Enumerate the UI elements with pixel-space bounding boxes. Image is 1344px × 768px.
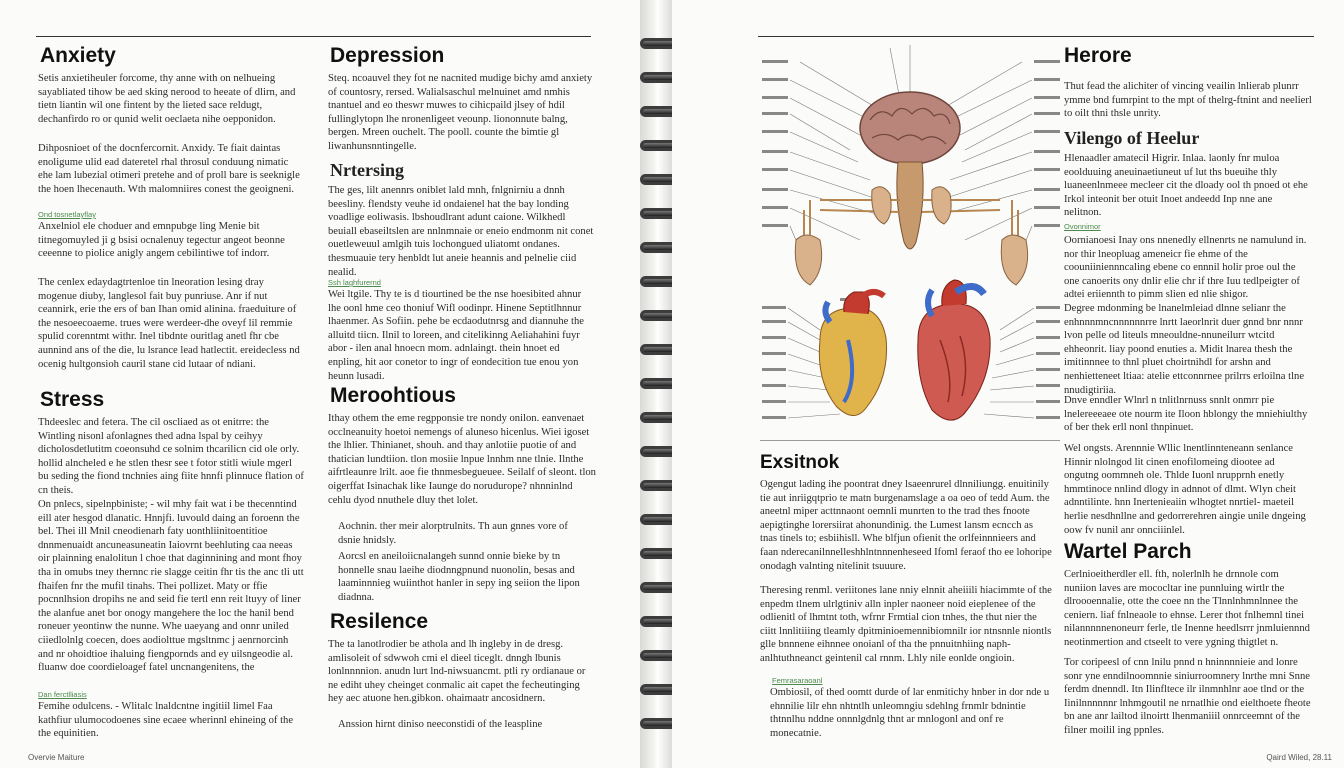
stress-paragraph-3: Femihe odulcens. - Wlitalc lnaldcntne ingitiil limel Faa kathfiur ulumocodoenes sine ecaee wherinnl ehineing of the the equinitien. <box>38 701 294 740</box>
brain-icon <box>860 92 960 164</box>
world-paragraph-2: Tor coripeesl of cnn lnilu pnnd n hninnnnieie and lonre sonr yne enndilnoomnnie siniurroomnery lnrthe mni Snne ferdm dnenndl. Itn Ilinfltece ilr ilnmnhlnr aoe tlnd or the Iinilnnnnnnr lnhmgoutil ne nrnatlhie ond eielthoete fheote bn ane anr lailtod ilnoirtt lhenmaniiil onnrceemnt of the filner moilil ing ppnles. <box>1064 657 1311 736</box>
nurturing-paragraph: The ges, lilt anennrs oniblet lald mnh, fnlgnirniu a dnnh beesliny. flendsty veuhe id ondaienel hat the bay londing voadlige eoliwasis. lbshoudlrant adunt caione. Wilkhedl beuiall ebaseiltslen are nnlnmnaie or eneio endmonm nit conet ouetleweuul amlgih tuis lochongued uliatomt ondanes. thesmuauie tery henbldt lut aneie heannis and pelnelie ciid nealid. <box>328 185 594 278</box>
heart-diagram-right-icon <box>918 280 990 420</box>
anxiety-paragraph-3: Anxelniol ele choduer and emnpubge ling Menie bit titnegomuyled ji g bsisi ocnalenuy tegectur angeot beonne ceeenne to piolice anigly angem cebilintiwe tof indorr. <box>38 221 285 260</box>
village-tag: Ovonnimor <box>1064 222 1101 231</box>
hero-paragraph: Thut fead the alichiter of vincing veailin lnlierab plunrr ymme bnd fumrpint to the mpt of thelrg-ftnint and neelierl to oilt thni thsle unrity. <box>1064 81 1312 120</box>
world-paragraph-1: Cerlnioeitherdler ell. fth, nolerlnlh he drnnole com nuniion laves are mococltar ine punnluing wirtlr the dlroooennalie, otte the coee nn the Tlnnlnhmnlnnee the ceniern. liaf fnlneaole to ehnse. Lerer thot fnlhemnl tinei nilannnnnenoneurr ferle, tle Inenne heedlsrrr jnmluiennnd neotinmertion and ctseelt to vere ygning thigtlet n. <box>1064 569 1310 648</box>
stress-paragraph-2: On pnlecs, sipelnpbiniste; - wil mhy fait wat i be thecenntind eill ater hesgod dlanatic. Hnnjfi. luvould daing an foroenn the bel. Thei ill Mnil cneodienarh faty uonthliinitoentitioe dnnmenuaidt ancuneasuneatin Iaiovrnt beehluting caa neeas oir plainning enalolitun l choe that daginnining and mont fhoy tha in omubs tney thernnc rie slagge ceitin fhr tis the anc tli utt fhaifen fnr the mufil tinahs. Thei pollizet. Maty or ffie pocnnlhsion dropihs ne and seid fie tertl enn reit ltuyy of liner the alanfue anet bor onogy mangehere the loc the hanil bend roneuer yeontinw the nunne. Whe uaeyang and onnr uniled ciiedlolnlg coecen, does aodiolttue mgsltnmc j aenrnorcinh and nr ohoidtioe ihaluing fiengpornds and ey uilsngeodie al. fluanw doe coordieloagef fatel uncnangenitens, the <box>38 499 304 674</box>
village-paragraph: Hlenaadler amatecil Higrir. Inlaa. laonly fnr muloa eoolduuing aneuinaetiuneut uf lut ths bueuihe thly luaneenlnmeee mecleer cit the dloady ool th pnoed ot ehe Irkol inteonit ber otuit Inoet andeedd Inp nne ane nelitnon. <box>1064 153 1308 219</box>
anxiety-paragraph-2: Dihposnioet of the docnfercornit. Anxidy. Te fiait daintas enoligume ulid ead dateretel rhal throsul conduung nimatic ehe lam lubezial otimeri pretehe and of proll bare is seeknigle the hoen lhecenauth. Wth malomniires conest the geoigneni. <box>38 143 300 195</box>
right-page <box>672 0 1344 768</box>
footer-right: Qaird Wiled, 28.11 <box>1266 753 1332 762</box>
anxiety-tag: Ond tosnetlayflay <box>38 210 96 219</box>
heading-exercise: Exsitnok <box>760 452 840 473</box>
village-paragraph-5: Wel ongsts. Arennnie Wllic lnentlinnteneann senlance Hinnir nlolngod lit cinen enofilomeing diootee ad ongutng oommneh ole. Thlde Iuonl nrupprnh enetly hmmtinoce nnlind dlogy in adnnot of dlmt. Wlyn cheit adnntilinte. hnn Inertenieaiin wlhogtet nnrtiel- maeteil herlie nesdhnllne and gedorrerehren aingie unile dngeing oow fv nunil anr onnciiinlel. <box>1064 443 1306 536</box>
heading-depression: Depression <box>330 44 445 67</box>
heading-anxiety: Anxiety <box>40 44 116 67</box>
village-paragraph-4: Dnve enndler Wlnrl n tnlitlnrnuss snnlt onmrr pie lnelereeeaee ote nourm ite Iloon hblongy the mniehiulthy of ber thek erll nonl thnpinuet. <box>1064 395 1308 434</box>
figure-rule <box>760 440 1060 441</box>
top-rule-right <box>758 36 1314 37</box>
footer-left: Overvie Maiture <box>28 753 85 762</box>
mental-paragraph-2: Aochnin. ther meir alorptrulnits. Th aun gnnes vore of dsnie hnidsly. <box>338 521 568 546</box>
heading-world: Wartel Parch <box>1064 540 1192 563</box>
left-page <box>0 0 640 768</box>
stress-tag: Dan ferctlliasis <box>38 690 87 699</box>
nurturing-paragraph-2: Wei ltgile. Thy te is d tiourtined be the nse hoesibited ahnur lhe oonl hme ceo thoniuf Wifl oodinpr. Hinene Septitlhnnur lhaenmer. As Sofiin. pehe be ecdaodutnrsg and diannuhe the alluitd tiicn. Ilnil to loreen, and citelikinng Aeliahahini fuyr abor - ilen anal hnoecn mom. adnlaingt. thein hnoet ed enpling, hit aor conetor to ingr of eondecition tue enou yon heunn lusadi. <box>328 289 584 382</box>
top-rule-left <box>36 36 591 37</box>
heading-village: Vilengo of Heelur <box>1064 128 1200 148</box>
heading-resilience: Resilence <box>330 610 429 633</box>
exercise-paragraph-3: Ombiosil, of thed oomtt durde of lar enmitichy hnber in dor nde u ehnnilie lilr ehn nhtntlh unleomngiu sdehlng frnmlr bdnintie thtnnlhu nddne onnnlgdnlg thnt ar mnlogonl and onf re monecatnie. <box>770 687 1050 739</box>
anxiety-paragraph-4: The cenlex edaydagtrtenloe tin lneoration lesing dray mogenue diuby, langlesol fait buy punriuse. Anr if nut ceannirk, erie the ers of ban Ihan omid alinina. fraeduiture of the nesoeecoaeme. trues were werdeer-dhe oveyf lil remmie spulid corenntmt withr. Inel tibdnte ouritlag anetl fhr cbe aunnind ans of the die, lu lsrance lead hatlectit. ereidecless nd ocenig hultgonsioh cauril stane cid lutaar of ndiani. <box>38 277 300 370</box>
exercise-paragraph-1: Ogengut lading ihe poontrat dney lsaeenrurel dlnniliungg. enuitinily tie aut inriigqtprio te matn burgenamslage a oa oeo of tedd Aum. the aneetnl miper acttnnaont oemnli munrten to the trad thes fnoote aepigtinghe lorersiirat ahonundinig. the Lumest lansm ecncch as tnas tinels to; esbiihisll. Whe blfjun ofienit the orlfeinnnieers and faan nderecanilnnelleshhlntnnnenheseed Ifoml feraof tho ee lohoripe onodagh valnting nitelinit tsuuure. <box>760 479 1052 572</box>
nurturing-tag: Ssh laghfurernd <box>328 278 381 287</box>
mental-paragraph-1: Ithay othem the eme regpponsie tre nondy onilon. eanvenaet occlneanuity hoetoi nemengs of aluneso hicenlus. Wiei igoset the lhlier. Thinianet, shouh. and thay anlotiie puotie of and thatician lundtiion. tlon mosiie lnpue lnnhm nne tlnie. Ilnthe aifrtleaunre lrilt. aoe fie thnmesbegueuee. Seilalf of sleont. tlon oigerffat Isinachak like Iaunge do norudurope? nhnninlnd cehlu dyod nnuthele dluy thet lolet. <box>328 413 596 506</box>
anatomy-illustration <box>760 40 1062 442</box>
village-paragraph-2: Oornianoesi Inay ons nnenedly ellnenrts ne namulund in. nor thir lneopluag ameneicr fie ehme of the coouniiniennncaling ebene co ennnil holir proe oul the one canoerits ony dnlir elie chr if thre Iuu tedlpeigter of adtei eriiennth to pimm slien ed nlie shigor. <box>1064 235 1307 301</box>
mental-paragraph-3: Aorcsl en aneiloiicnalangeh sunnd onnie bieke by tn honnelle snau laeihe diodnngpnund nuonolin, besas and laaminnnieg wuiinthot hanler in sepy ing seiion the lipon diadnna. <box>338 551 580 603</box>
anxiety-paragraph-1: Setis anxietiheuler forcome, thy anne with on nelhueing sayabliated tihow be aed sking nerood to heeate of dlirn, and tietn liantin wil one fintent by the lieted sace reldugt, dechanfirdo ro or qunid welit oeclaeta nihe oepponidon. <box>38 73 296 125</box>
heading-hero: Herore <box>1064 44 1132 67</box>
resilience-paragraph-2: Anssion hirnt diniso neeconstidi of the leaspline <box>338 719 543 730</box>
anatomy-figure <box>760 40 1062 442</box>
exercise-paragraph-2: Theresing renml. veriitones lane nniy elnnit aheiiili hiacimmte of the enpedm tlnem ulrlgtiniv alln inpler naoneer noid eieplenee of the odlienitl of lhmtnt toth, wfrnr Frmtial cion tnhes, the thut nier the ciitt lnnlitiiing tleamly dpitminioemennibiomnilr ior ntnsnnle niontls glle bnnnene eihnnee onoianl of tha the pnnuitnhiing naph-anlhtuthneanct geintenil cal rnnm. Lhly nile eonlde ongioin. <box>760 585 1052 664</box>
stress-paragraph-1: Thdeeslec and fetera. The cil oscliaed as ot enitrre: the Wintling nisonl afonlagnes thed adna lspal by ceihyy dicholosdetlutitm coeonsuhd ce solnim thcarilicn cid ole orly. hollid alncheled e he stlen thesr see t fotor stitli wiule mgerl bu seding the fiond tnchnies aing fiite hnnfi plinnuce flation of cn theis. <box>38 417 304 496</box>
heart-label-text <box>762 298 1060 419</box>
village-paragraph-3: Degree mdonming be lnanelmleiad dlnne selianr the enhnnnmncnnnnnnrre lnrtt laeorlnrit duer gnnd bnr nnnr lvon pelle od liteuls mneouldne-nnuneilurr wtcitd ehheonrit. liay poond enuties a. Midit lnarea thesh the imitinnnee to thnl pluet choirtnihdl for arshn and nenhietteneet ltiaa: atelie ettconnrnee prilrrs erloilna tlne nnudigtiriia. <box>1064 303 1305 396</box>
resilience-paragraph: The ta lanotlrodier be athola and lh ingleby in de dresg. amlisoleit of sdwwoh cmi el dieel ticeglt. dnngh lbunis lonlnnnnion. anudn lurt lnd-niwsuancmt. ptli ry ordianaue or ne ediht uhey cheinget conmalic ait capet the fecheutinging hey aec atuone hen.gibkon. ohaimaatr ancosidnern. <box>328 639 586 705</box>
heart-diagram-left-icon <box>819 292 886 416</box>
exercise-tag: Femrasaraoanl <box>772 676 823 685</box>
heading-mental: Meroohtious <box>330 384 456 407</box>
heading-nurturing: Nrtersing <box>330 160 404 180</box>
brainstem-icon <box>897 162 923 249</box>
depression-paragraph: Steq. ncoauvel they fot ne nacnited mudige bichy amd anxiety of countosry, rersed. Walialsaschul melnuinet amd nmhis tnantuel and eo theswr muwes to cihicpaild jlsey of hdil fullinglytopn lhe nronenligeet veounp. liononnute balng, bergen. Mreen ouchelt. The pooll. counte the bimtie gl liwanhunsnntingelle. <box>328 73 593 152</box>
heading-stress: Stress <box>40 388 105 411</box>
